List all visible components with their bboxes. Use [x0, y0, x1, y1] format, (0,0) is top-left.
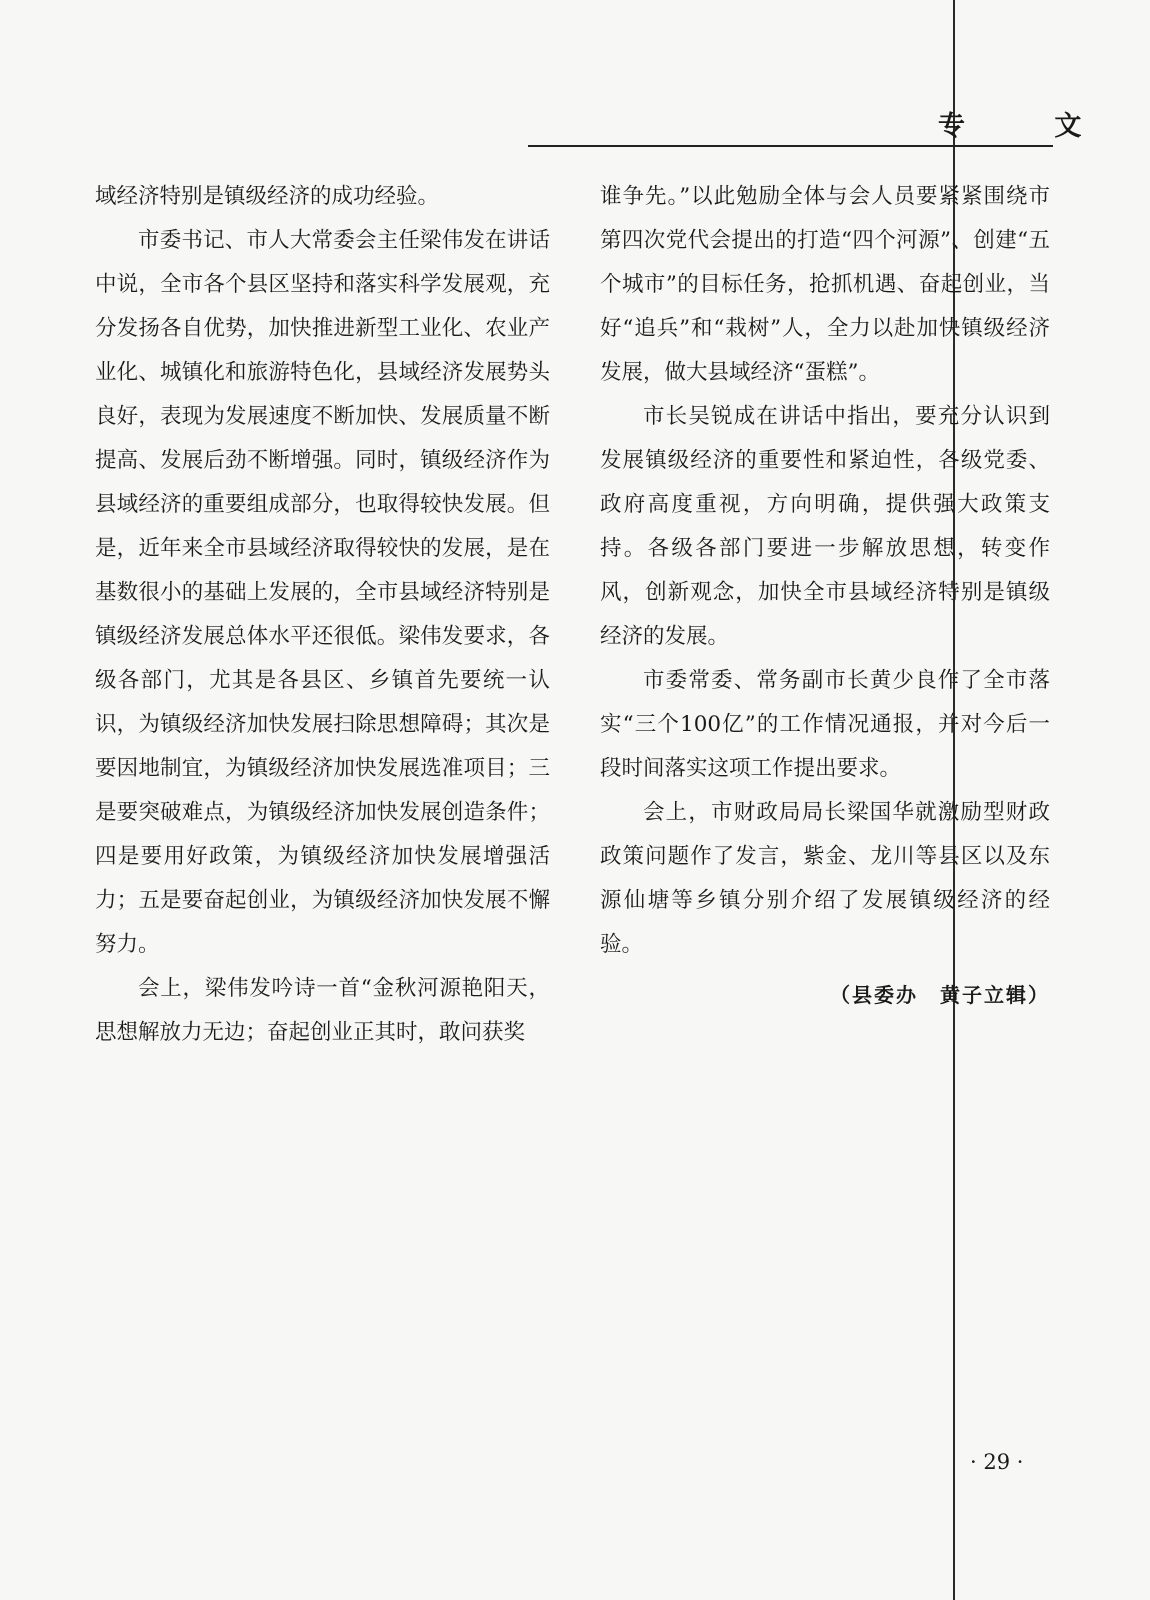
paragraph: 域经济特别是镇级经济的成功经验。 [95, 184, 440, 209]
paragraph: 市委常委、常务副市长黄少良作了全市落实“三个100亿”的工作情况通报，并对今后一段时间落实这项工作提出要求。 [600, 668, 1050, 781]
paragraph: 市长吴锐成在讲话中指出，要充分认识到发展镇级经济的重要性和紧迫性，各级党委、政府高度重视，方向明确，提供强大政策支持。各级各部门要进一步解放思想，转变作风，创新观念，加快全市县域经济特别是镇级经济的发展。 [600, 404, 1050, 649]
author-signature: （县委办 黄子立辑） [830, 983, 1050, 1007]
section-title: 专 文 [938, 111, 1122, 142]
right-column [600, 175, 1050, 1017]
header-rule [528, 145, 1053, 147]
paragraph: 会上，市财政局局长梁国华就激励型财政政策问题作了发言，紫金、龙川等县区以及东源仙塘等乡镇分别介绍了发展镇级经济的经验。 [600, 800, 1050, 957]
left-column [95, 175, 550, 1055]
paragraph: 会上，梁伟发吟诗一首“金秋河源艳阳天，思想解放力无边；奋起创业正其时，敢问获奖 [95, 976, 550, 1045]
page-number: · 29 · [970, 1450, 1024, 1474]
paragraph: 市委书记、市人大常委会主任梁伟发在讲话中说，全市各个县区坚持和落实科学发展观，充分发扬各自优势，加快推进新型工业化、农业产业化、城镇化和旅游特色化，县域经济发展势头良好，表现为发展速度不断加快、发展质量不断提高、发展后劲不断增强。同时，镇级经济作为县域经济的重要组成部分，也取得较快发展。但是，近年来全市县域经济取得较快的发展，是在基数很小的基础上发展的，全市县域经济特别是镇级经济发展总体水平还很低。梁伟发要求，各级各部门，尤其是各县区、乡镇首先要统一认识，为镇级经济加快发展扫除思想障碍；其次是要因地制宜，为镇级经济加快发展选准项目；三是要突破难点，为镇级经济加快发展创造条件；四是要用好政策，为镇级经济加快发展增强活力；五是要奋起创业，为镇级经济加快发展不懈努力。 [95, 228, 550, 957]
paragraph: 谁争先。”以此勉励全体与会人员要紧紧围绕市第四次党代会提出的打造“四个河源”、创建“五个城市”的目标任务，抢抓机遇、奋起创业，当好“追兵”和“栽树”人，全力以赴加快镇级经济发展，做大县域经济“蛋糕”。 [600, 184, 1050, 385]
